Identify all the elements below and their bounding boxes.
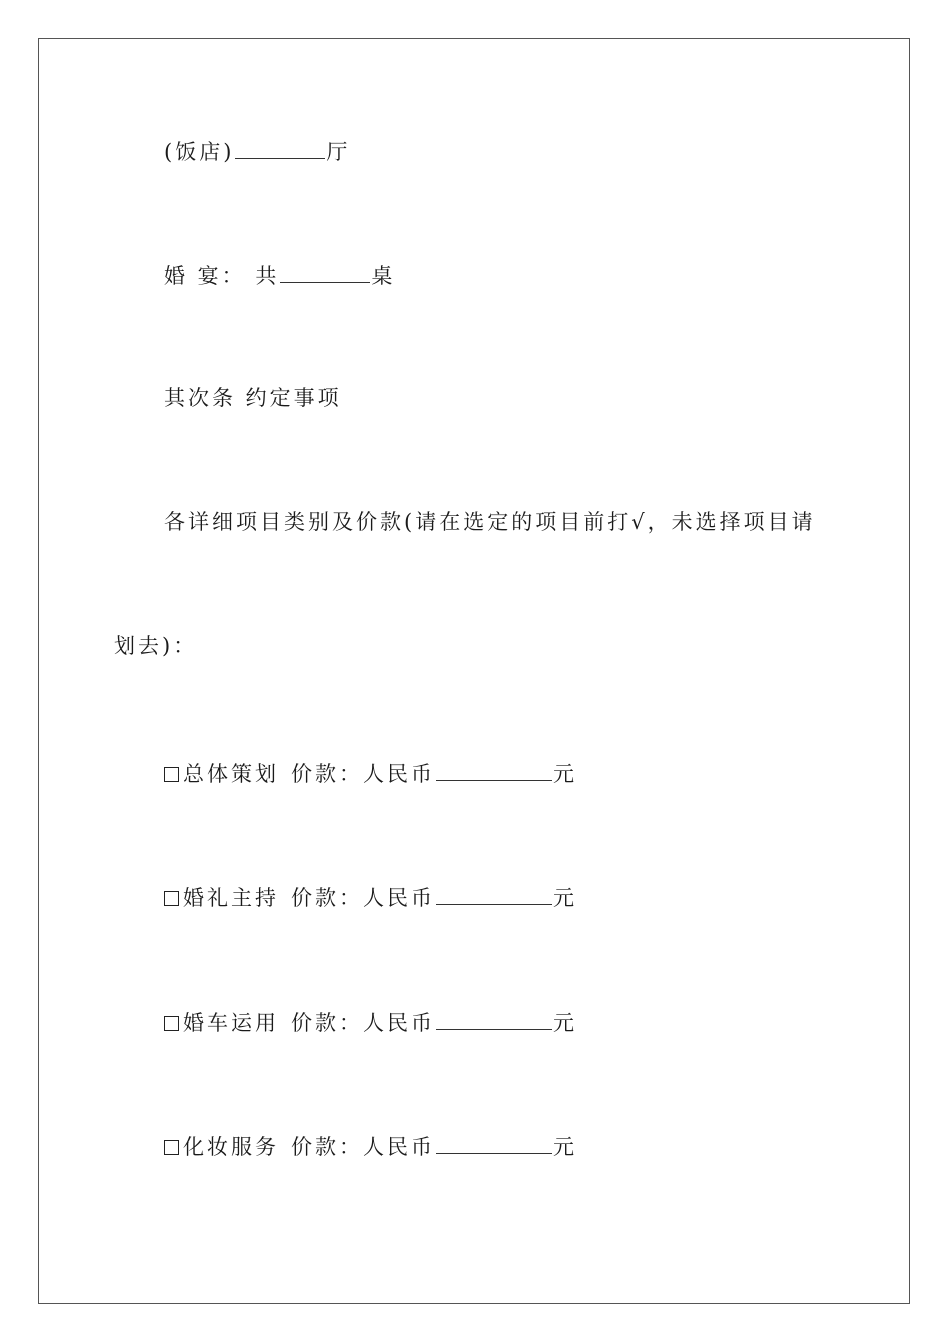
item-price-label: 价款：人民币 [291, 1011, 435, 1035]
item-price-label: 价款：人民币 [291, 1135, 435, 1159]
hotel-prefix: (饭店) [164, 140, 235, 164]
item-name: 婚车运用 [183, 1011, 279, 1035]
item-price-blank[interactable] [436, 1135, 552, 1154]
section-title: 其次条 约定事项 [164, 386, 342, 410]
item-unit: 元 [553, 886, 577, 910]
item-price-label: 价款：人民币 [291, 762, 435, 786]
checkbox-icon[interactable] [164, 1016, 179, 1031]
banquet-prefix: 婚 宴： 共 [164, 264, 280, 288]
item-row [164, 762, 577, 785]
item-unit: 元 [553, 762, 577, 786]
banquet-line [164, 264, 395, 287]
item-unit: 元 [553, 1135, 577, 1159]
item-row [164, 1135, 577, 1158]
banquet-blank[interactable] [280, 264, 370, 283]
page-border [38, 38, 910, 1304]
banquet-suffix: 桌 [371, 264, 396, 288]
item-price-blank[interactable] [436, 762, 552, 781]
item-name: 总体策划 [183, 762, 279, 786]
item-price-label: 价款：人民币 [291, 886, 435, 910]
item-name: 婚礼主持 [183, 886, 279, 910]
hotel-blank[interactable] [235, 140, 325, 159]
instructions-line-1: 各详细项目类别及价款(请在选定的项目前打√，未选择项目请 [164, 510, 816, 534]
item-price-blank[interactable] [436, 1011, 552, 1030]
hotel-suffix: 厅 [326, 140, 351, 164]
item-row [164, 1011, 577, 1034]
item-unit: 元 [553, 1011, 577, 1035]
instructions-line-2: 划去)： [114, 634, 198, 658]
item-price-blank[interactable] [436, 886, 552, 905]
checkbox-icon[interactable] [164, 891, 179, 906]
item-row [164, 886, 577, 909]
checkbox-icon[interactable] [164, 1140, 179, 1155]
checkbox-icon[interactable] [164, 767, 179, 782]
item-name: 化妆服务 [183, 1135, 279, 1159]
hotel-line [164, 140, 350, 163]
